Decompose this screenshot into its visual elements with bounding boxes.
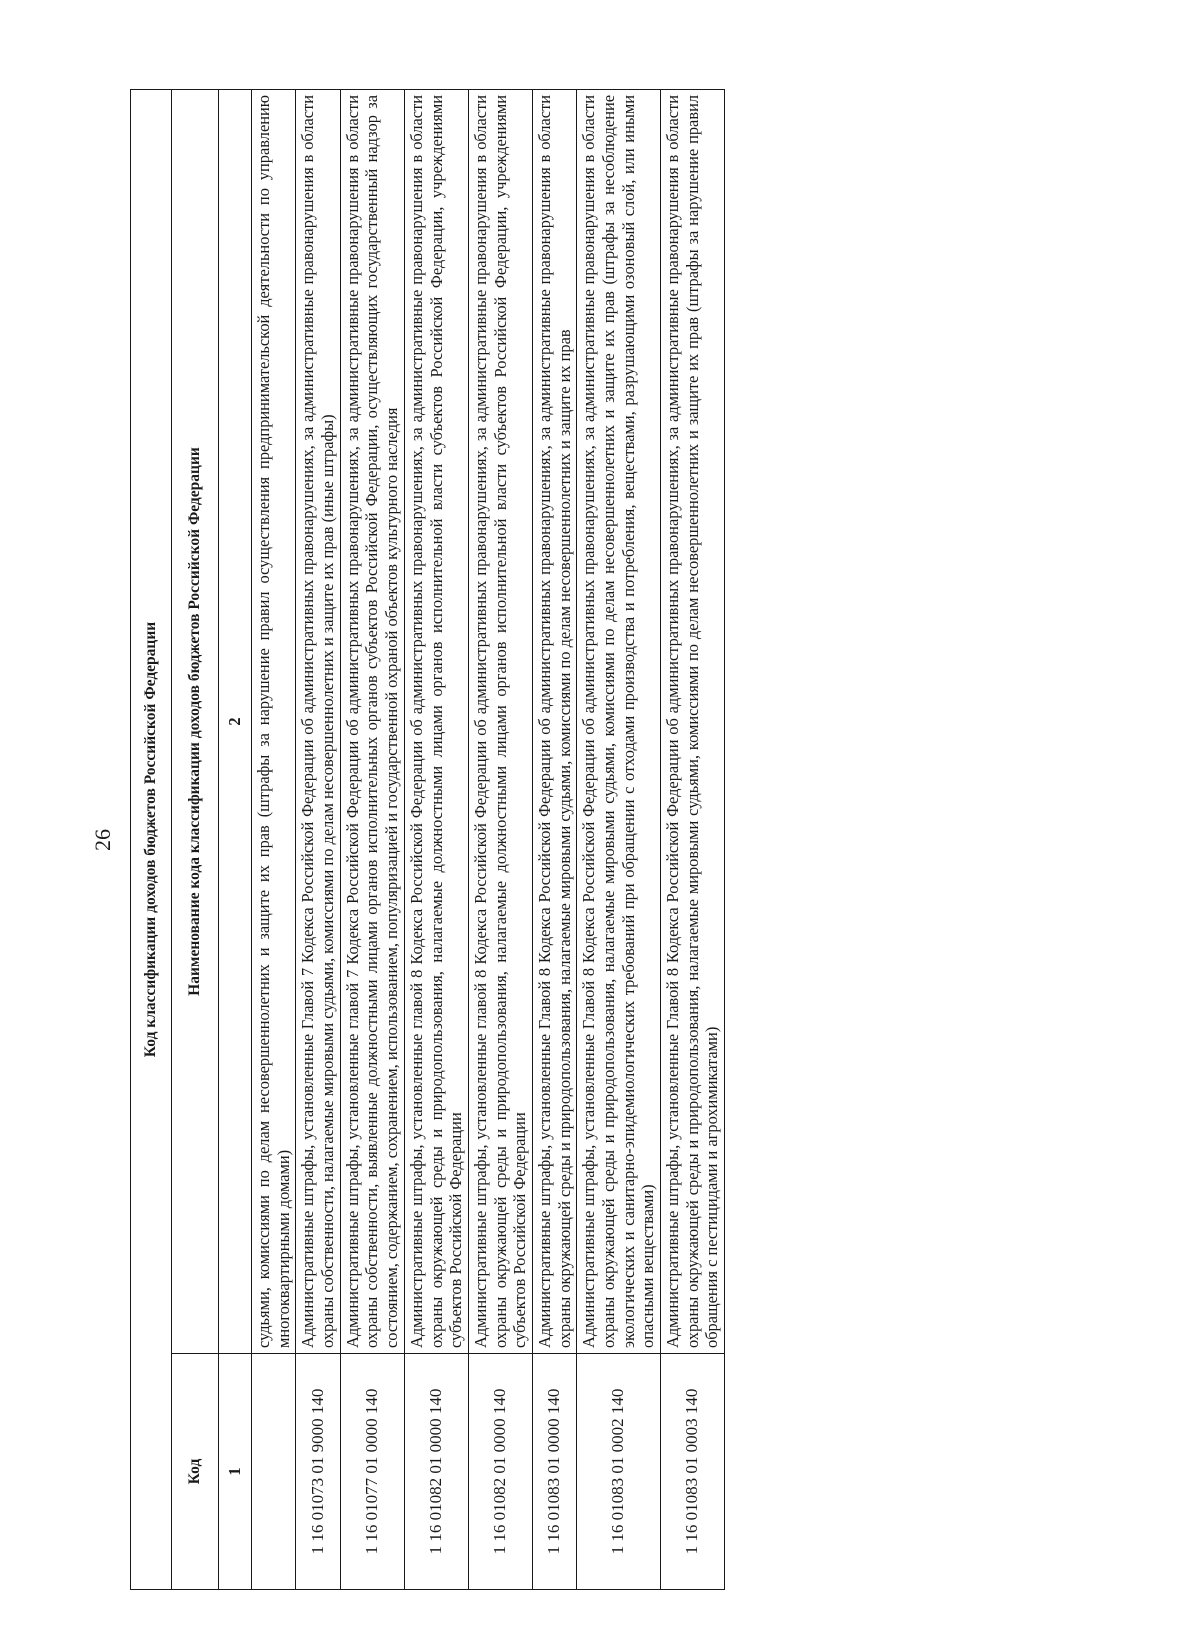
column-number-code: 1 [219,1354,252,1590]
document-sheet [90,90,1130,1590]
table-header-row [172,89,219,1589]
row-code: 1 16 01082 01 0000 140 [468,1354,532,1590]
row-code: 1 16 01083 01 0003 140 [661,1354,725,1590]
row-name: Административные штрафы, установленные Главой 8 Кодекса Российской Федерации об административных правонарушениях, за административные правонарушения в области охраны окружающей среды и природопользования, налагаемые мировыми судьями, комиссиями по делам несовершеннолетних и защите их прав (штрафы за несоблюдение экологических и санитарно-эпидемиологических требований при обращении с отходами производства и потребления, веществами, разрушающими озоновый слой, или иными опасными веществами) [577,89,661,1353]
table-group-header: Код классификации доходов бюджетов Российской Федерации [131,89,172,1589]
row-code: 1 16 01083 01 0002 140 [577,1354,661,1590]
row-name: Административные штрафы, установленные главой 8 Кодекса Российской Федерации об административных правонарушениях, за административные правонарушения в области охраны окружающей среды и природопользования, налагаемые должностными лицами органов исполнительной власти субъектов Российской Федерации, учреждениями субъектов Российской Федерации [468,89,532,1353]
row-code: 1 16 01077 01 0000 140 [340,1354,404,1590]
table-row [404,89,468,1589]
row-name: Административные штрафы, установленные главой 8 Кодекса Российской Федерации об административных правонарушениях, за административные правонарушения в области охраны окружающей среды и природопользования, налагаемые должностными лицами органов исполнительной власти субъектов Российской Федерации, учреждениями субъектов Российской Федерации [404,89,468,1353]
budget-classification-table [130,89,725,1590]
row-name: Административные штрафы, установленные Главой 8 Кодекса Российской Федерации об административных правонарушениях, за административные правонарушения в области охраны окружающей среды и природопользования, налагаемые мировыми судьями, комиссиями по делам несовершеннолетних и защите их прав (штрафы за нарушение правил обращения с пестицидами и агрохимикатами) [661,89,725,1353]
row-code [252,1354,296,1590]
table-group-header-row [131,89,172,1589]
row-code: 1 16 01083 01 0000 140 [532,1354,576,1590]
table-row [252,89,296,1589]
row-code: 1 16 01073 01 9000 140 [296,1354,340,1590]
page-number: 26 [90,829,115,851]
column-number-row [219,89,252,1589]
column-header-code: Код [172,1354,219,1590]
row-code: 1 16 01082 01 0000 140 [404,1354,468,1590]
column-number-name: 2 [219,89,252,1353]
table-row [468,89,532,1589]
row-name: судьями, комиссиями по делам несовершеннолетних и защите их прав (штрафы за нарушение правил осуществления предпринимательской деятельности по управлению многоквартирными домами) [252,89,296,1353]
table-row [532,89,576,1589]
table-row [296,89,340,1589]
row-name: Административные штрафы, установленные главой 7 Кодекса Российской Федерации об административных правонарушениях, за административные правонарушения в области охраны собственности, выявленные должностными лицами органов исполнительных органов субъектов Российской Федерации, осуществляющих государственный надзор за состоянием, содержанием, сохранением, использованием, популяризацией и государственной охраной объектов культурного наследия [340,89,404,1353]
row-name: Административные штрафы, установленные Главой 8 Кодекса Российской Федерации об административных правонарушениях, за административные правонарушения в области охраны окружающей среды и природопользования, налагаемые мировыми судьями, комиссиями по делам несовершеннолетних и защите их прав [532,89,576,1353]
table-row [661,89,725,1589]
row-name: Административные штрафы, установленные Главой 7 Кодекса Российской Федерации об административных правонарушениях, за административные правонарушения в области охраны собственности, налагаемые мировыми судьями, комиссиями по делам несовершеннолетних и защите их прав (иные штрафы) [296,89,340,1353]
table-row [340,89,404,1589]
column-header-name: Наименование кода классификации доходов бюджетов Российской Федерации [172,89,219,1353]
table-body [219,89,725,1589]
table-row [577,89,661,1589]
